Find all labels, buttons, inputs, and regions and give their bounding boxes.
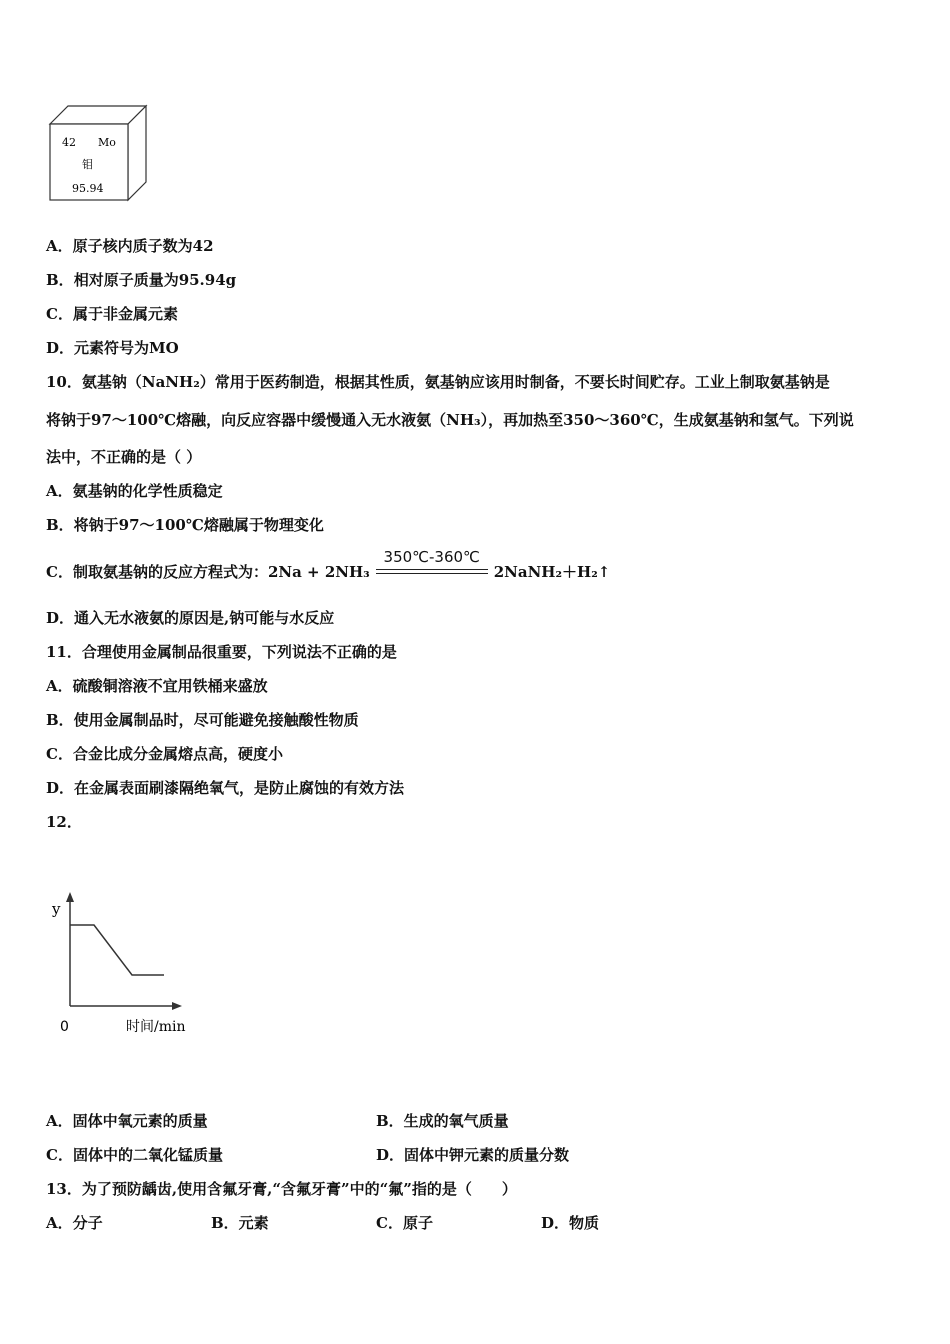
q10-option-b: B．将钠于97～100℃熔融属于物理变化 xyxy=(46,516,324,534)
q13-stem: 13．为了预防龋齿,使用含氟牙膏,“含氟牙膏”中的“氟”指的是（ ） xyxy=(46,1180,517,1198)
q13-option-d: D．物质 xyxy=(541,1214,600,1232)
q10-stem-line2: 将钠于97～100℃熔融，向反应容器中缓慢通入无水液氨（NH₃），再加热至350～360℃，生成氨基钠和氢气。下列说 xyxy=(46,411,854,429)
graph-origin-label: 0 xyxy=(60,1019,69,1035)
q12-graph xyxy=(46,888,206,1038)
q10-option-c xyxy=(46,548,611,583)
q12-option-b: B．生成的氧气质量 xyxy=(376,1112,509,1130)
q11-option-a: A．硫酸铜溶液不宜用铁桶来盛放 xyxy=(46,677,268,695)
reaction-condition-arrow xyxy=(376,548,488,583)
q10-stem-line1: 10．氨基钠（NaNH₂）常用于医药制造，根据其性质，氨基钠应该用时制备，不要长时间贮存。工业上制取氨基钠是 xyxy=(46,373,830,391)
q10-option-a: A．氨基钠的化学性质稳定 xyxy=(46,482,223,500)
q9-option-a: A．原子核内质子数为42 xyxy=(46,237,214,255)
element-card-image xyxy=(46,102,150,204)
element-symbol: Mo xyxy=(98,136,116,149)
q13-option-b: B．元素 xyxy=(211,1214,269,1232)
q9-option-c: C．属于非金属元素 xyxy=(46,305,178,323)
graph-line xyxy=(70,925,164,975)
graph-x-label: 时间/min xyxy=(126,1019,186,1035)
q13-option-c: C．原子 xyxy=(376,1214,433,1232)
q11-stem: 11．合理使用金属制品很重要，下列说法不正确的是 xyxy=(46,643,397,661)
graph-y-label: y xyxy=(52,900,61,918)
q12-stem: 12． xyxy=(46,813,82,831)
q12-option-c: C．固体中的二氧化锰质量 xyxy=(46,1146,223,1164)
element-mass: 95.94 xyxy=(72,182,104,195)
q12-option-d: D．固体中钾元素的质量分数 xyxy=(376,1146,570,1164)
graph-x-arrow xyxy=(172,1002,182,1010)
q10-option-c-prefix: C．制取氨基钠的反应方程式为：2Na + 2NH₃ xyxy=(46,563,370,581)
graph-y-arrow xyxy=(66,892,74,902)
q11-option-c: C．合金比成分金属熔点高，硬度小 xyxy=(46,745,283,763)
q10-option-c-suffix: 2NaNH₂＋H₂↑ xyxy=(493,563,611,581)
q11-option-d: D．在金属表面刷漆隔绝氧气，是防止腐蚀的有效方法 xyxy=(46,779,405,797)
q13-option-a: A．分子 xyxy=(46,1214,103,1232)
element-atomic-number: 42 xyxy=(62,136,76,149)
q10-stem-line3: 法中，不正确的是（ ） xyxy=(46,448,202,466)
q10-option-d: D．通入无水液氨的原因是,钠可能与水反应 xyxy=(46,609,335,627)
q9-option-d: D．元素符号为MO xyxy=(46,339,179,357)
q12-option-a: A．固体中氧元素的质量 xyxy=(46,1112,208,1130)
q11-option-b: B．使用金属制品时，尽可能避免接触酸性物质 xyxy=(46,711,359,729)
reaction-condition: 350℃-360℃ xyxy=(383,548,480,566)
element-name: 钼 xyxy=(82,158,93,171)
q9-option-b: B．相对原子质量为95.94g xyxy=(46,271,237,289)
